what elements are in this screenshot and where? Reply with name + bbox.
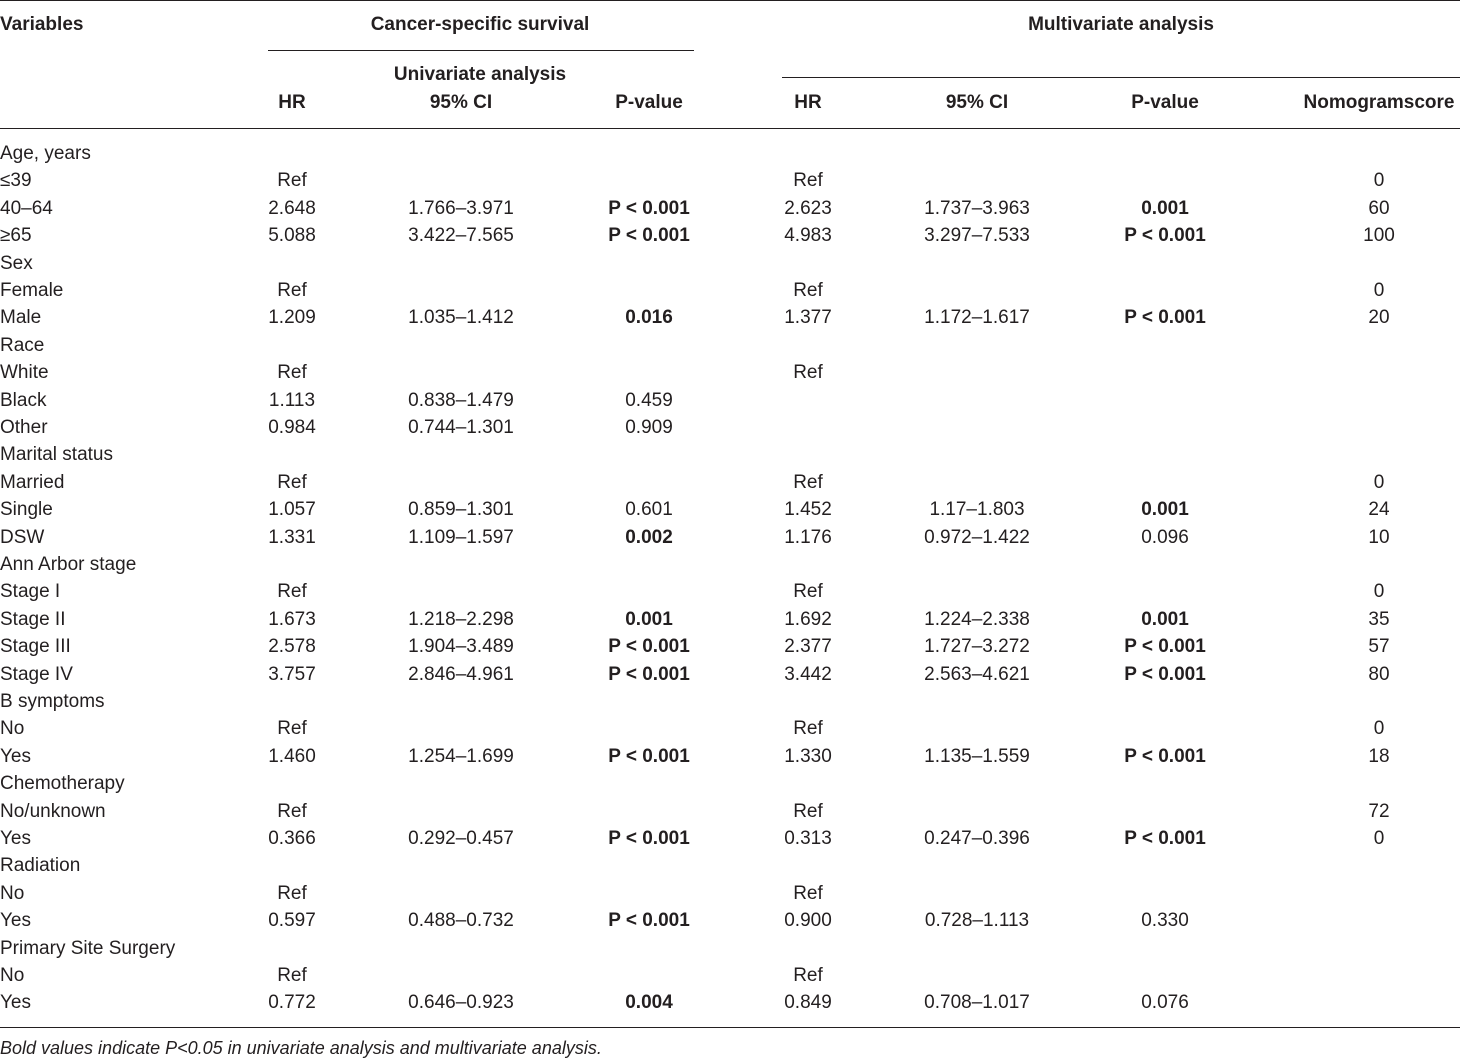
variable-label: No: [0, 883, 25, 904]
cell-pvalue-univariate: P < 0.001: [608, 664, 690, 685]
header-univariate-analysis: Univariate analysis: [393, 64, 567, 85]
header-multivariate-analysis: Multivariate analysis: [1028, 14, 1214, 35]
cell-ci-univariate: 1.254–1.699: [408, 746, 514, 767]
cell-hr-multivariate: 1.692: [784, 609, 832, 630]
cell-pvalue-univariate: P < 0.001: [608, 828, 690, 849]
variable-label: Yes: [0, 992, 31, 1013]
group-label: Race: [0, 335, 45, 356]
cell-nomogram-score: 20: [1368, 307, 1390, 328]
cell-hr-univariate: 3.757: [268, 664, 316, 685]
table-row: [0, 168, 1460, 195]
cell-hr-multivariate: Ref: [793, 362, 823, 383]
group-label: Ann Arbor stage: [0, 554, 137, 575]
table-row: [0, 990, 1460, 1017]
table-row: [0, 470, 1460, 497]
cell-hr-univariate: 1.057: [268, 499, 316, 520]
cell-hr-multivariate: 2.623: [784, 198, 832, 219]
cell-ci-univariate: 2.846–4.961: [408, 664, 514, 685]
table-row: [0, 415, 1460, 442]
cell-ci-univariate: 0.292–0.457: [408, 828, 514, 849]
table-row: [0, 716, 1460, 743]
variable-label: Stage III: [0, 636, 71, 657]
cell-hr-univariate: 1.209: [268, 307, 316, 328]
cell-nomogram-score: 0: [1373, 280, 1385, 301]
cell-hr-multivariate: 3.442: [784, 664, 832, 685]
cell-hr-multivariate: 1.176: [784, 527, 832, 548]
table-group-row: [0, 853, 1460, 880]
cell-pvalue-multivariate: 0.001: [1141, 609, 1189, 630]
group-label: Radiation: [0, 855, 81, 876]
cell-nomogram-score: 60: [1368, 198, 1390, 219]
table-top-rule: [0, 0, 1460, 1]
group-label: Chemotherapy: [0, 773, 125, 794]
table-group-row: [0, 141, 1460, 168]
table-row: [0, 360, 1460, 387]
cell-ci-multivariate: 0.972–1.422: [924, 527, 1030, 548]
table-row: [0, 525, 1460, 552]
table-row: [0, 881, 1460, 908]
cell-pvalue-univariate: 0.016: [625, 307, 673, 328]
cell-hr-multivariate: 0.313: [784, 828, 832, 849]
header-nomogram-score: Nomogramscore: [1303, 92, 1455, 113]
cell-pvalue-univariate: P < 0.001: [608, 910, 690, 931]
table-row: [0, 388, 1460, 415]
table-row: [0, 579, 1460, 606]
cell-nomogram-score: 0: [1373, 170, 1385, 191]
cell-nomogram-score: 0: [1373, 472, 1385, 493]
cell-hr-multivariate: Ref: [793, 280, 823, 301]
cell-hr-univariate: 1.673: [268, 609, 316, 630]
cell-hr-univariate: 0.366: [268, 828, 316, 849]
cell-hr-multivariate: 4.983: [784, 225, 832, 246]
cell-ci-univariate: 0.838–1.479: [408, 390, 514, 411]
cell-hr-univariate: 1.113: [268, 390, 316, 411]
cell-hr-univariate: Ref: [277, 280, 307, 301]
header-ci-multivariate: 95% CI: [945, 92, 1009, 113]
cell-hr-univariate: 5.088: [268, 225, 316, 246]
variable-label: No/unknown: [0, 801, 106, 822]
cell-ci-multivariate: 1.737–3.963: [924, 198, 1030, 219]
variable-label: Stage I: [0, 581, 61, 602]
multivariate-header-rule: [782, 77, 1460, 78]
variable-label: Yes: [0, 910, 31, 931]
cell-nomogram-score: 10: [1368, 527, 1390, 548]
cell-nomogram-score: 57: [1368, 636, 1390, 657]
cell-pvalue-univariate: 0.004: [625, 992, 673, 1013]
table-group-row: [0, 689, 1460, 716]
cell-hr-univariate: Ref: [277, 362, 307, 383]
cell-hr-multivariate: Ref: [793, 801, 823, 822]
variable-label: 40–64: [0, 198, 53, 219]
cell-nomogram-score: 24: [1368, 499, 1390, 520]
cell-ci-multivariate: 1.17–1.803: [929, 499, 1025, 520]
table-row: [0, 662, 1460, 689]
table-row: [0, 963, 1460, 990]
table-row: [0, 196, 1460, 223]
cell-hr-univariate: Ref: [277, 581, 307, 602]
cell-hr-univariate: Ref: [277, 472, 307, 493]
cell-hr-multivariate: Ref: [793, 965, 823, 986]
cell-ci-multivariate: 3.297–7.533: [924, 225, 1030, 246]
cell-ci-multivariate: 1.727–3.272: [924, 636, 1030, 657]
table-row: [0, 908, 1460, 935]
header-bottom-rule: [0, 128, 1460, 129]
cell-pvalue-univariate: 0.601: [625, 499, 673, 520]
variable-label: Other: [0, 417, 48, 438]
cell-ci-univariate: 3.422–7.565: [408, 225, 514, 246]
cell-hr-univariate: 0.772: [268, 992, 316, 1013]
table-row: [0, 826, 1460, 853]
table-row: [0, 223, 1460, 250]
variable-label: Female: [0, 280, 64, 301]
cell-ci-univariate: 1.766–3.971: [408, 198, 514, 219]
variable-label: No: [0, 965, 25, 986]
variable-label: No: [0, 718, 25, 739]
variable-label: Married: [0, 472, 65, 493]
table-group-row: [0, 333, 1460, 360]
cell-ci-multivariate: 0.708–1.017: [924, 992, 1030, 1013]
cell-ci-multivariate: 2.563–4.621: [924, 664, 1030, 685]
variable-label: Yes: [0, 746, 31, 767]
table-group-row: [0, 442, 1460, 469]
cell-ci-univariate: 0.859–1.301: [408, 499, 514, 520]
cell-ci-univariate: 0.488–0.732: [408, 910, 514, 931]
table-row: [0, 799, 1460, 826]
cell-hr-univariate: Ref: [277, 801, 307, 822]
cell-nomogram-score: 72: [1368, 801, 1390, 822]
cell-nomogram-score: 100: [1363, 225, 1395, 246]
group-label: B symptoms: [0, 691, 105, 712]
cell-hr-univariate: Ref: [277, 718, 307, 739]
cell-pvalue-multivariate: P < 0.001: [1124, 664, 1206, 685]
cell-hr-univariate: Ref: [277, 170, 307, 191]
cell-ci-multivariate: 1.224–2.338: [924, 609, 1030, 630]
table-row: [0, 607, 1460, 634]
cell-hr-univariate: Ref: [277, 965, 307, 986]
cell-nomogram-score: 0: [1373, 828, 1385, 849]
cell-pvalue-univariate: P < 0.001: [608, 198, 690, 219]
variable-label: ≤39: [0, 170, 32, 191]
cell-hr-multivariate: 0.900: [784, 910, 832, 931]
css-header-rule: [268, 50, 694, 51]
group-label: Age, years: [0, 143, 91, 164]
cell-ci-multivariate: 0.728–1.113: [924, 910, 1030, 931]
cell-pvalue-multivariate: 0.330: [1141, 910, 1189, 931]
table-row: [0, 278, 1460, 305]
header-pvalue-univariate: P-value: [615, 92, 683, 113]
cell-hr-univariate: 1.331: [268, 527, 316, 548]
table-footnote: Bold values indicate P<0.05 in univariate analysis and multivariate analysis.: [0, 1038, 602, 1058]
variable-label: Stage II: [0, 609, 66, 630]
cell-hr-multivariate: Ref: [793, 883, 823, 904]
cell-hr-multivariate: 0.849: [784, 992, 832, 1013]
cell-nomogram-score: 0: [1373, 581, 1385, 602]
cell-hr-univariate: Ref: [277, 883, 307, 904]
variable-label: Yes: [0, 828, 31, 849]
cell-nomogram-score: 0: [1373, 718, 1385, 739]
cell-pvalue-multivariate: P < 0.001: [1124, 636, 1206, 657]
table-group-row: [0, 936, 1460, 963]
table-row: [0, 634, 1460, 661]
cell-pvalue-multivariate: P < 0.001: [1124, 307, 1206, 328]
table-group-row: [0, 771, 1460, 798]
cell-pvalue-multivariate: 0.001: [1141, 198, 1189, 219]
cell-ci-univariate: 0.744–1.301: [408, 417, 514, 438]
cell-hr-multivariate: 1.377: [784, 307, 832, 328]
cell-pvalue-multivariate: P < 0.001: [1124, 746, 1206, 767]
variable-label: DSW: [0, 527, 45, 548]
cell-pvalue-multivariate: 0.076: [1141, 992, 1189, 1013]
variable-label: Black: [0, 390, 47, 411]
cell-ci-univariate: 1.109–1.597: [408, 527, 514, 548]
cell-ci-multivariate: 1.135–1.559: [924, 746, 1030, 767]
table-row: [0, 744, 1460, 771]
cell-hr-univariate: 0.597: [268, 910, 316, 931]
cell-hr-multivariate: Ref: [793, 718, 823, 739]
variable-label: Male: [0, 307, 42, 328]
cell-hr-multivariate: 1.452: [784, 499, 832, 520]
cell-pvalue-univariate: 0.459: [625, 390, 673, 411]
cell-pvalue-multivariate: 0.096: [1141, 527, 1189, 548]
cell-ci-univariate: 1.218–2.298: [408, 609, 514, 630]
header-ci-univariate: 95% CI: [429, 92, 493, 113]
cell-hr-multivariate: 2.377: [784, 636, 832, 657]
header-variables: Variables: [0, 14, 84, 35]
header-hr-univariate: HR: [278, 92, 306, 113]
table-group-row: [0, 552, 1460, 579]
header-cancer-specific-survival: Cancer-specific survival: [370, 14, 590, 35]
cell-pvalue-multivariate: 0.001: [1141, 499, 1189, 520]
variable-label: Stage IV: [0, 664, 73, 685]
cell-pvalue-univariate: P < 0.001: [608, 746, 690, 767]
cell-hr-multivariate: Ref: [793, 581, 823, 602]
cell-pvalue-univariate: P < 0.001: [608, 225, 690, 246]
cell-pvalue-univariate: 0.909: [625, 417, 673, 438]
cell-hr-multivariate: Ref: [793, 472, 823, 493]
cell-pvalue-univariate: P < 0.001: [608, 636, 690, 657]
cell-hr-multivariate: Ref: [793, 170, 823, 191]
header-hr-multivariate: HR: [794, 92, 822, 113]
variable-label: Single: [0, 499, 53, 520]
cell-ci-multivariate: 0.247–0.396: [924, 828, 1030, 849]
cell-nomogram-score: 35: [1368, 609, 1390, 630]
group-label: Sex: [0, 253, 33, 274]
cell-hr-univariate: 2.578: [268, 636, 316, 657]
cell-pvalue-univariate: 0.002: [625, 527, 673, 548]
cell-nomogram-score: 18: [1368, 746, 1390, 767]
table-group-row: [0, 251, 1460, 278]
cell-ci-multivariate: 1.172–1.617: [924, 307, 1030, 328]
cell-hr-multivariate: 1.330: [784, 746, 832, 767]
cell-pvalue-univariate: 0.001: [625, 609, 673, 630]
header-pvalue-multivariate: P-value: [1131, 92, 1199, 113]
cell-ci-univariate: 1.035–1.412: [408, 307, 514, 328]
table-row: [0, 497, 1460, 524]
variable-label: White: [0, 362, 49, 383]
cell-pvalue-multivariate: P < 0.001: [1124, 225, 1206, 246]
group-label: Marital status: [0, 444, 113, 465]
variable-label: ≥65: [0, 225, 32, 246]
cell-hr-univariate: 1.460: [268, 746, 316, 767]
cell-hr-univariate: 0.984: [268, 417, 316, 438]
group-label: Primary Site Surgery: [0, 938, 176, 959]
cell-ci-univariate: 1.904–3.489: [408, 636, 514, 657]
cell-pvalue-multivariate: P < 0.001: [1124, 828, 1206, 849]
cell-hr-univariate: 2.648: [268, 198, 316, 219]
table-bottom-rule: [0, 1027, 1460, 1028]
table-row: [0, 305, 1460, 332]
cell-nomogram-score: 80: [1368, 664, 1390, 685]
cell-ci-univariate: 0.646–0.923: [408, 992, 514, 1013]
